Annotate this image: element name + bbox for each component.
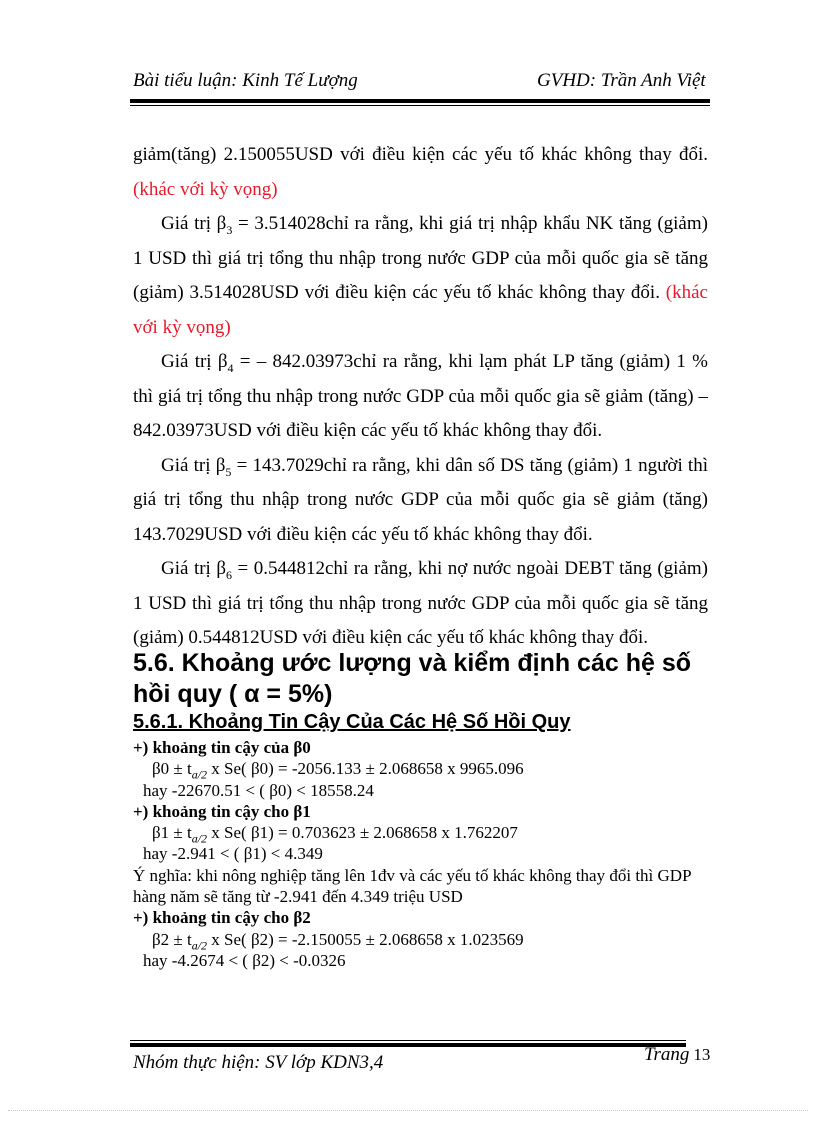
page-number-block: [644, 1044, 710, 1066]
beta3-subscript: 3: [226, 222, 233, 237]
beta3-label: Giá trị β: [161, 213, 227, 234]
beta2-formula-end: x Se( β2) = -2.150055 ± 2.068658 x 1.023569: [207, 929, 524, 949]
paragraph-beta4: [133, 345, 708, 449]
beta2-formula-start: β2 ± t: [152, 929, 192, 949]
beta2-range: hay -4.2674 < ( β2) < -0.0326: [143, 950, 346, 970]
footer-rule-thin: [130, 1040, 686, 1041]
beta2-formula-subscript: a/2: [191, 938, 208, 953]
confidence-intervals: [133, 737, 713, 971]
paragraph-1: [133, 138, 708, 207]
beta1-formula-end: x Se( β1) = 0.703623 ± 2.068658 x 1.762207: [207, 823, 518, 843]
paragraph-beta3: [133, 207, 708, 345]
paragraph-beta5: [133, 449, 708, 553]
header-title: Bài tiểu luận: Kinh Tế Lượng: [133, 70, 358, 91]
beta3-text: = 3.514028chỉ ra rằng, khi giá trị nhập khẩu NK tăng (giảm) 1 USD thì giá trị tổng thu nhập trong nước GDP của mỗi quốc gia sẽ tăng (giảm) 3.514028USD với điều kiện các yếu tố khác không thay đổi.: [133, 213, 708, 303]
beta0-formula-subscript: a/2: [191, 767, 208, 782]
beta4-subscript: 4: [227, 360, 234, 375]
beta5-label: Giá trị β: [161, 454, 226, 476]
beta5-text: = 143.7029chỉ ra rằng, khi dân số DS tăng (giảm) 1 người thì giá trị tổng thu nhập trong nước GDP của mỗi quốc gia sẽ giảm (tăng) 143.7029USD với điều kiện các yếu tố khác không thay đổi.: [133, 454, 708, 545]
beta2-formula: [133, 929, 713, 953]
beta2-interval-title: +) khoảng tin cậy cho β2: [133, 908, 311, 928]
beta1-range: hay -2.941 < ( β1) < 4.349: [143, 844, 323, 864]
beta3-note: (khác với kỳ vọng): [133, 282, 708, 338]
header-instructor: GVHD: Trần Anh Việt: [537, 70, 706, 91]
header-rule: [130, 99, 710, 103]
beta1-formula: [133, 822, 713, 846]
beta1-interval-title: +) khoảng tin cậy cho β1: [133, 801, 311, 821]
page-number: 13: [693, 1045, 711, 1064]
section-heading: 5.6. Khoảng ước lượng và kiểm định các hệ số hồi quy ( α = 5%): [133, 649, 692, 708]
beta6-label: Giá trị β: [161, 558, 227, 579]
beta5-subscript: 5: [225, 464, 232, 479]
beta6-text: = 0.544812chỉ ra rằng, khi nợ nước ngoài DEBT tăng (giảm) 1 USD thì giá trị tổng thu nhập trong nước GDP của mỗi quốc gia sẽ tăng (giảm) 0.544812USD với điều kiện các yếu tố khác không thay đổi.: [133, 558, 708, 648]
beta0-interval-title: +) khoảng tin cậy của β0: [133, 738, 311, 757]
beta1-meaning: Ý nghĩa: khi nông nghiệp tăng lên 1đv và các yếu tố khác không thay đổi thì GDP hàng năm sẽ tăng từ -2.941 đến 4.349 triệu USD: [133, 865, 691, 907]
subsection-heading: 5.6.1. Khoảng Tin Cậy Của Các Hệ Số Hồi Quy: [133, 711, 571, 733]
beta0-range: hay -22670.51 < ( β0) < 18558.24: [143, 780, 374, 800]
body-text: [133, 138, 708, 656]
header-rule-thin: [130, 105, 710, 106]
paragraph-beta6: [133, 552, 708, 656]
beta4-label: Giá trị β: [161, 351, 228, 372]
beta6-subscript: 6: [226, 567, 233, 582]
beta0-formula: [133, 758, 713, 782]
beta0-formula-start: β0 ± t: [152, 759, 192, 779]
paragraph-1-note: (khác với kỳ vọng): [133, 178, 278, 200]
page-boundary: [8, 1110, 808, 1111]
beta0-formula-end: x Se( β0) = -2056.133 ± 2.068658 x 9965.096: [207, 759, 524, 779]
footer-rule: [130, 1043, 686, 1047]
footer-group: Nhóm thực hiện: SV lớp KDN3,4: [133, 1052, 384, 1073]
beta1-formula-start: β1 ± t: [152, 823, 192, 843]
page-label: Trang: [644, 1044, 690, 1065]
beta1-formula-subscript: a/2: [191, 831, 208, 846]
paragraph-1-text: giảm(tăng) 2.150055USD với điều kiện các yếu tố khác không thay đổi.: [133, 144, 708, 165]
beta4-text: = – 842.03973chỉ ra rằng, khi lạm phát LP tăng (giảm) 1 % thì giá trị tổng thu nhập trong nước GDP của mỗi quốc gia sẽ giảm (tăng) – 842.03973USD với điều kiện các yếu tố khác không thay đổi.: [133, 351, 708, 441]
